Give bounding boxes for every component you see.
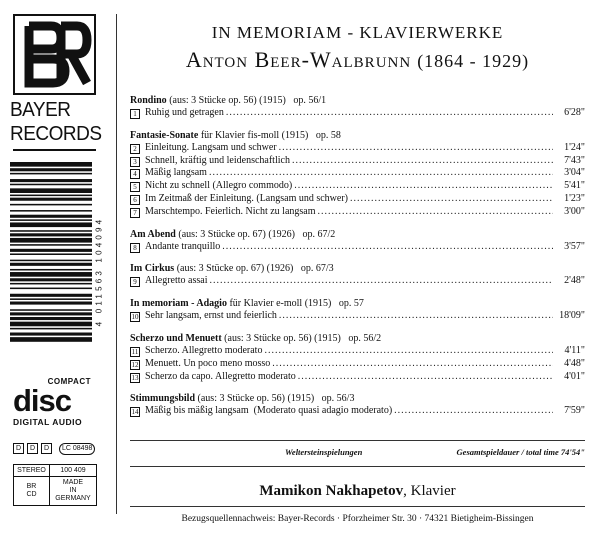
composer-line (130, 47, 585, 73)
total-time: Gesamtspieldauer / total time 74'54" (456, 447, 585, 457)
catalog-number: 100 409 (60, 467, 86, 474)
track-number: 12 (131, 360, 139, 369)
dot-leader (264, 345, 553, 358)
track-title: Marschtempo. Feierlich. Nicht zu langsam (145, 205, 316, 217)
track-number: 4 (130, 169, 140, 179)
dot-leader (294, 180, 553, 193)
track-duration: 7'43" (564, 154, 585, 166)
work-detail: (aus: 3 Stücke op. 56) (1915) op. 56/3 (195, 393, 355, 405)
work-heading (130, 129, 585, 142)
dot-leader (318, 206, 553, 219)
dot-leader (394, 405, 553, 418)
ddd-code (13, 443, 95, 455)
logo-text-bayer: BAYER (10, 99, 71, 122)
logo-underline (13, 149, 96, 151)
work-detail: für Klavier e-moll (1915) op. 57 (226, 298, 364, 310)
work-detail: (aus: 3 Stücke op. 56) (1915) op. 56/1 (166, 95, 327, 106)
cd-logo-disc: disc (13, 383, 72, 418)
dot-leader (272, 358, 553, 371)
dot-leader (279, 142, 553, 155)
work-block (130, 392, 585, 418)
left-spine (0, 0, 112, 535)
work-block (130, 332, 585, 383)
track-row (130, 310, 585, 323)
work-block (130, 262, 585, 288)
track-title: Menuett. Un poco meno mosso (145, 357, 271, 369)
catalog-info-table (13, 464, 97, 506)
track-duration: 4'48" (564, 357, 585, 369)
work-heading (130, 332, 585, 345)
work-title: Rondino (130, 95, 167, 106)
track-title: Mäßig bis mäßig langsam (Moderato quasi adagio moderato) (145, 405, 393, 417)
track-row (130, 142, 585, 155)
track-duration: 5'41" (564, 180, 585, 192)
track-duration: 4'11" (564, 344, 585, 356)
track-row (130, 358, 585, 371)
work-heading (130, 94, 585, 107)
track-row (130, 345, 585, 358)
track-number: 14 (131, 408, 139, 417)
work-title: Fantasie-Sonate (130, 129, 199, 141)
track-title: Mäßig langsam (145, 167, 207, 179)
work-title: In memoriam - Adagio (130, 298, 227, 310)
track-row (130, 371, 585, 384)
track-number: 13 (131, 373, 139, 382)
track-title: Sehr langsam, ernst und feierlich (145, 310, 277, 322)
track-number: 8 (130, 243, 140, 253)
track-row (130, 275, 585, 288)
cd-logo-digital-audio: DIGITAL AUDIO (13, 417, 83, 427)
compact-disc-logo-icon (13, 377, 91, 429)
track-duration: 18'09" (559, 310, 585, 322)
work-detail: für Klavier fis-moll (1915) op. 58 (198, 129, 341, 141)
divider-middle (130, 466, 585, 467)
track-number: 5 (130, 182, 140, 192)
track-duration: 2'48" (564, 275, 585, 287)
track-title: Allegretto assai (145, 275, 208, 287)
work-title: Scherzo und Menuett (130, 332, 222, 344)
ddd-box: D (27, 443, 38, 454)
work-detail: (aus: 3 Stücke op. 67) (1926) op. 67/3 (174, 263, 334, 275)
track-title: Nicht zu schnell (Allegro commodo) (145, 180, 293, 192)
track-row (130, 405, 585, 418)
track-number: 10 (131, 313, 139, 322)
track-row (130, 193, 585, 206)
track-number: 3 (130, 157, 140, 167)
track-number: 9 (130, 277, 140, 287)
dot-leader (209, 275, 553, 288)
work-heading (130, 262, 585, 275)
source-address: Bezugsquellennachweis: Bayer-Records · Pforzheimer Str. 30 · 74321 Bietigheim-Bissingen (181, 514, 534, 524)
track-title: Scherzo. Allegretto moderato (145, 344, 263, 356)
dot-leader (209, 167, 553, 180)
brcd-label: BR CD (14, 477, 50, 505)
cd-logo-compact: COMPACT (47, 377, 91, 386)
barcode-icon (10, 162, 92, 388)
track-row (130, 241, 585, 254)
track-number: 1 (130, 109, 140, 119)
ddd-box: D (13, 443, 24, 454)
stereo-label: STEREO (14, 465, 50, 476)
album-title: IN MEMORIAM - KLAVIERWERKE (211, 23, 504, 42)
label-code (59, 443, 95, 455)
logo-text-records: RECORDS (10, 123, 102, 146)
track-title: Schnell, kräftig und leidenschaftlich (145, 154, 290, 166)
track-row (130, 180, 585, 193)
track-duration: 1'24" (564, 141, 585, 153)
composer-name: Anton Beer-Walbrunn (185, 47, 412, 72)
performer-line (130, 483, 585, 500)
work-heading (130, 297, 585, 310)
track-duration: 7'59" (564, 405, 585, 417)
dot-leader (292, 155, 553, 168)
track-title: Im Zeitmaß der Einleitung. (Langsam und schwer) (145, 192, 348, 204)
divider-top (130, 440, 585, 441)
track-duration: 3'00" (564, 205, 585, 217)
made-in-germany: MADE IN GERMANY (55, 479, 91, 502)
dot-leader (226, 107, 553, 120)
track-title: Ruhig und getragen (145, 107, 224, 118)
dot-leader (222, 241, 553, 254)
bayer-records-logo-icon (13, 14, 96, 95)
track-duration: 6'28" (564, 107, 585, 118)
track-row (130, 155, 585, 168)
works-list (130, 94, 585, 427)
dot-leader (298, 371, 553, 384)
dot-leader (279, 310, 553, 323)
work-title: Im Cirkus (130, 263, 175, 275)
work-block (130, 297, 585, 323)
track-duration: 1'23" (564, 192, 585, 204)
performer-name: Mamikon Nakhapetov (259, 483, 404, 499)
barcode-number: 4 011563 104094 (94, 216, 104, 327)
track-title: Andante tranquillo (145, 240, 221, 252)
spine-divider (116, 14, 117, 514)
track-duration: 4'01" (564, 370, 585, 382)
track-title: Einleitung. Langsam und schwer (145, 141, 277, 153)
performer-role: , Klavier (403, 483, 456, 499)
work-detail: (aus: 3 Stücke op. 67) (1926) op. 67/2 (175, 228, 336, 240)
work-title: Stimmungsbild (130, 393, 196, 405)
divider-bottom (130, 506, 585, 507)
work-block (130, 228, 585, 254)
work-heading (130, 228, 585, 241)
track-row (130, 167, 585, 180)
work-block (130, 94, 585, 120)
barcode-digits (93, 162, 105, 388)
composer-years: (1864 - 1929) (417, 51, 530, 71)
track-number: 2 (130, 144, 140, 154)
track-row (130, 206, 585, 219)
work-heading (130, 392, 585, 405)
track-row (130, 107, 585, 120)
work-title: Am Abend (130, 228, 176, 240)
track-number: 7 (130, 208, 140, 218)
dot-leader (350, 193, 553, 206)
ddd-box: D (41, 443, 52, 454)
track-duration: 3'57" (564, 240, 585, 252)
work-detail: (aus: 3 Stücke op. 56) (1915) op. 56/2 (221, 332, 382, 344)
track-duration: 3'04" (564, 167, 585, 179)
track-title: Scherzo da capo. Allegretto moderato (145, 370, 296, 382)
track-number: 11 (131, 347, 139, 356)
track-number: 6 (130, 195, 140, 205)
world-premiere-label: Weltersteinspielungen (285, 447, 363, 457)
work-block (130, 129, 585, 219)
label-code-text: LC 08498 (59, 443, 95, 455)
